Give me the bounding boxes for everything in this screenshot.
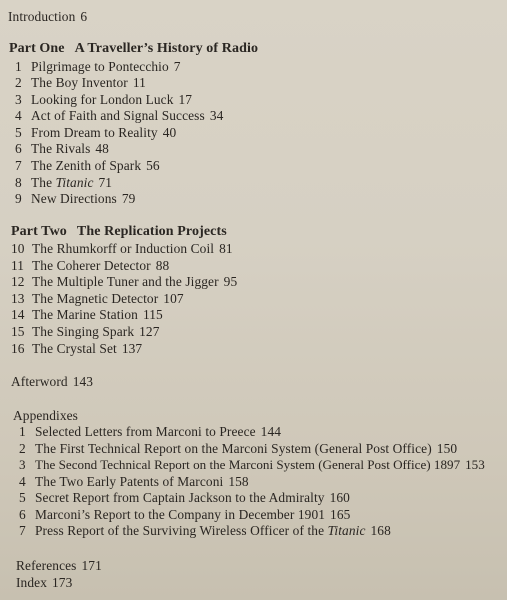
chapter-page: 17 bbox=[178, 92, 193, 107]
part-one-heading bbox=[9, 41, 258, 57]
chapter-title: The Coherer Detector bbox=[32, 258, 151, 273]
part-label: Part Two bbox=[11, 224, 67, 239]
chapter-entry bbox=[11, 241, 233, 257]
appendix-page: 153 bbox=[465, 457, 485, 472]
entry-page: 6 bbox=[80, 9, 88, 24]
part-title: A Traveller’s History of Radio bbox=[74, 41, 259, 56]
appendix-number: 2 bbox=[19, 441, 26, 456]
chapter-entry bbox=[11, 291, 184, 307]
chapter-page: 34 bbox=[209, 108, 224, 123]
chapter-entry bbox=[11, 258, 169, 274]
chapter-page: 137 bbox=[121, 341, 143, 356]
chapter-entry bbox=[15, 141, 109, 157]
chapter-page: 40 bbox=[162, 125, 177, 140]
chapter-entry bbox=[15, 191, 135, 207]
chapter-page: 115 bbox=[142, 307, 163, 322]
appendix-entry bbox=[19, 490, 350, 506]
chapter-entry bbox=[15, 59, 181, 75]
chapter-number: 14 bbox=[11, 307, 25, 322]
appendixes-title: Appendixes bbox=[13, 408, 78, 423]
appendix-entry bbox=[19, 441, 457, 457]
chapter-entry bbox=[11, 324, 160, 340]
chapter-entry bbox=[15, 108, 223, 124]
chapter-number: 7 bbox=[15, 158, 22, 173]
chapter-number: 5 bbox=[15, 125, 22, 140]
part-label: Part One bbox=[9, 41, 65, 56]
chapter-number: 12 bbox=[11, 274, 25, 289]
chapter-title: The Boy Inventor bbox=[31, 75, 128, 90]
chapter-title: The Zenith of Spark bbox=[31, 158, 142, 173]
toc-introduction bbox=[8, 9, 87, 25]
chapter-title: The Crystal Set bbox=[32, 341, 117, 356]
chapter-page: 7 bbox=[173, 59, 181, 74]
chapter-entry bbox=[15, 75, 146, 91]
appendix-title-italic: Titanic bbox=[327, 523, 366, 538]
appendix-title: The Two Early Patents of Marconi bbox=[35, 474, 224, 489]
chapter-number: 10 bbox=[11, 241, 25, 256]
appendix-page: 144 bbox=[260, 424, 282, 439]
appendix-entry bbox=[19, 474, 249, 490]
appendix-page: 158 bbox=[228, 474, 249, 489]
chapter-page: 127 bbox=[139, 324, 160, 339]
chapter-number: 16 bbox=[11, 341, 25, 356]
appendix-number: 6 bbox=[19, 507, 26, 522]
appendix-page: 160 bbox=[329, 490, 350, 505]
chapter-number: 8 bbox=[15, 175, 22, 190]
appendix-number: 3 bbox=[19, 457, 26, 472]
chapter-title: The Magnetic Detector bbox=[32, 291, 159, 306]
part-two-heading bbox=[11, 224, 227, 240]
appendix-page: 168 bbox=[370, 523, 391, 538]
appendix-title: Secret Report from Captain Jackson to the Admiralty bbox=[35, 490, 325, 505]
appendixes-heading bbox=[13, 408, 78, 424]
appendix-number: 1 bbox=[19, 424, 26, 439]
chapter-title: New Directions bbox=[31, 191, 117, 206]
appendix-entry bbox=[19, 457, 485, 473]
appendix-title: The Second Technical Report on the Marconi System (General Post Office) 1897 bbox=[35, 457, 461, 472]
chapter-page: 56 bbox=[146, 158, 160, 173]
appendix-number: 4 bbox=[19, 474, 26, 489]
entry-title: Introduction bbox=[8, 9, 76, 24]
appendix-page: 150 bbox=[436, 441, 458, 456]
chapter-number: 11 bbox=[11, 258, 25, 273]
appendix-title-prefix: Press Report of the Surviving Wireless Officer of the bbox=[35, 523, 325, 538]
appendix-page: 165 bbox=[330, 507, 351, 522]
chapter-title-prefix: The bbox=[31, 175, 53, 190]
chapter-number: 3 bbox=[15, 92, 22, 107]
chapter-title: Looking for London Luck bbox=[31, 92, 174, 107]
chapter-entry bbox=[15, 92, 192, 108]
chapter-title: The Multiple Tuner and the Jigger bbox=[32, 274, 219, 289]
chapter-number: 1 bbox=[15, 59, 22, 74]
entry-title: References bbox=[16, 558, 77, 573]
appendix-entry bbox=[19, 424, 281, 440]
chapter-page: 107 bbox=[163, 291, 184, 306]
appendix-entry bbox=[19, 523, 391, 539]
chapter-number: 13 bbox=[11, 291, 25, 306]
chapter-title: The Singing Spark bbox=[32, 324, 135, 339]
chapter-number: 6 bbox=[15, 141, 22, 156]
chapter-page: 95 bbox=[223, 274, 238, 289]
appendix-number: 5 bbox=[19, 490, 26, 505]
chapter-title: From Dream to Reality bbox=[31, 125, 158, 140]
appendix-title: The First Technical Report on the Marconi System (General Post Office) bbox=[35, 441, 432, 456]
chapter-title: The Marine Station bbox=[32, 307, 138, 322]
chapter-page: 79 bbox=[121, 191, 136, 206]
entry-page: 171 bbox=[81, 558, 102, 573]
appendix-title: Marconi’s Report to the Company in December 1901 bbox=[35, 507, 326, 522]
appendix-title: Selected Letters from Marconi to Preece bbox=[35, 424, 256, 439]
chapter-page: 81 bbox=[219, 241, 233, 256]
chapter-entry bbox=[15, 175, 112, 191]
toc-afterword bbox=[11, 374, 93, 390]
chapter-title: The Rhumkorff or Induction Coil bbox=[32, 241, 215, 256]
chapter-page: 88 bbox=[155, 258, 170, 273]
chapter-title: Act of Faith and Signal Success bbox=[31, 108, 205, 123]
toc-references bbox=[16, 558, 102, 574]
chapter-number: 4 bbox=[15, 108, 22, 123]
chapter-title: The Rivals bbox=[31, 141, 91, 156]
chapter-entry bbox=[11, 307, 163, 323]
toc-index bbox=[16, 575, 72, 591]
chapter-entry bbox=[15, 125, 176, 141]
entry-title: Afterword bbox=[11, 374, 68, 389]
chapter-entry bbox=[11, 341, 142, 357]
chapter-page: 11 bbox=[132, 75, 146, 90]
chapter-number: 2 bbox=[15, 75, 22, 90]
chapter-entry bbox=[11, 274, 237, 290]
entry-page: 173 bbox=[52, 575, 73, 590]
chapter-entry bbox=[15, 158, 160, 174]
chapter-title: Pilgrimage to Pontecchio bbox=[31, 59, 169, 74]
chapter-number: 9 bbox=[15, 191, 22, 206]
appendix-number: 7 bbox=[19, 523, 26, 538]
appendix-entry bbox=[19, 507, 350, 523]
chapter-number: 15 bbox=[11, 324, 25, 339]
chapter-page: 48 bbox=[95, 141, 109, 156]
part-title: The Replication Projects bbox=[76, 224, 227, 239]
entry-title: Index bbox=[16, 575, 47, 590]
entry-page: 143 bbox=[72, 374, 94, 389]
chapter-page: 71 bbox=[98, 175, 113, 190]
chapter-title-italic: Titanic bbox=[55, 175, 94, 190]
